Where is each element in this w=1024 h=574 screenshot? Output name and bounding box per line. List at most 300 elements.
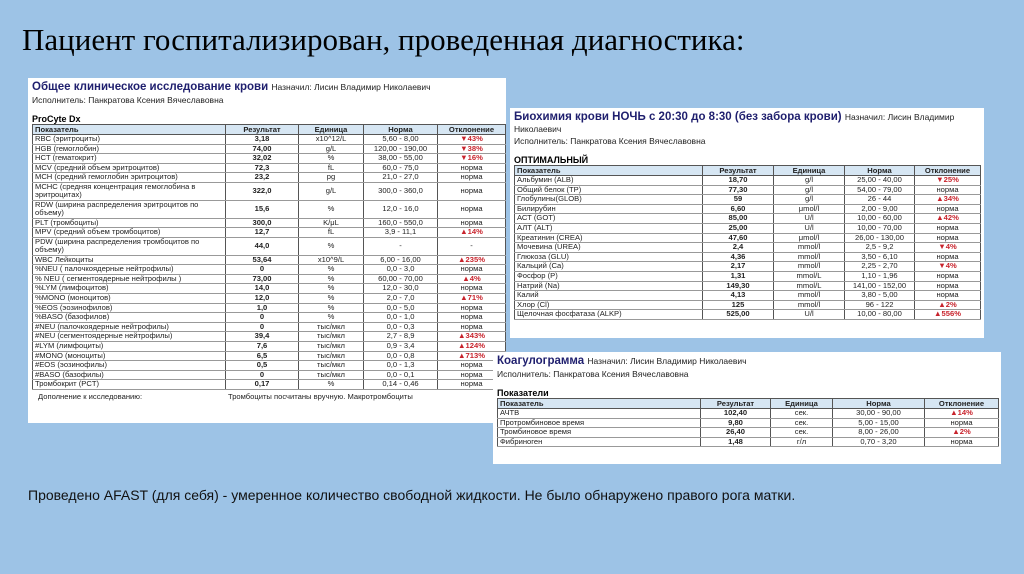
column-header-result: Результат	[703, 166, 774, 176]
cell-unit: fL	[299, 163, 364, 173]
cell-parameter: PLT (тромбоциты)	[33, 218, 226, 228]
cell-norm: 5,60 - 8,00	[364, 135, 438, 145]
cell-norm: 0,0 - 5,0	[364, 303, 438, 313]
cell-result: 0	[226, 265, 299, 275]
cell-deviation: норма	[915, 233, 981, 243]
cell-parameter: Тромбиновое время	[498, 428, 701, 438]
column-header-result: Результат	[226, 125, 299, 135]
table-row	[33, 370, 506, 380]
cell-unit: g/L	[299, 182, 364, 200]
table-row	[33, 303, 506, 313]
biochem-section: ОПТИМАЛЬНЫЙ	[514, 155, 589, 165]
cell-deviation: ▼43%	[438, 135, 506, 145]
table-row	[33, 200, 506, 218]
cell-norm: 2,7 - 8,9	[364, 332, 438, 342]
cell-result: 39,4	[226, 332, 299, 342]
cell-unit: g/l	[774, 176, 845, 186]
cell-result: 102,40	[701, 409, 771, 419]
table-row	[498, 409, 999, 419]
cell-norm: 0,0 - 0,8	[364, 351, 438, 361]
cell-unit: тыс/мкл	[299, 361, 364, 371]
table-row	[515, 291, 981, 301]
cell-unit: U/l	[774, 214, 845, 224]
cbc-heading	[32, 81, 502, 94]
table-row	[33, 135, 506, 145]
table-row	[515, 214, 981, 224]
cell-result: 0	[226, 370, 299, 380]
cell-result: 77,30	[703, 185, 774, 195]
cell-norm: 0,0 - 0,3	[364, 322, 438, 332]
cell-result: 1,0	[226, 303, 299, 313]
cell-parameter: MCH (средний гемоглобин эритроцитов)	[33, 173, 226, 183]
cell-unit: сек.	[771, 418, 833, 428]
cell-parameter: %MONO (моноцитов)	[33, 293, 226, 303]
cell-result: 149,30	[703, 281, 774, 291]
cell-parameter: MCHC (средняя концентрация гемоглобина в эритроцитах)	[33, 182, 226, 200]
table-row	[33, 163, 506, 173]
cell-parameter: Протромбиновое время	[498, 418, 701, 428]
cell-deviation: ▲42%	[915, 214, 981, 224]
cell-deviation: норма	[925, 418, 999, 428]
cell-norm: 2,5 - 9,2	[845, 243, 915, 253]
cell-result: 12,7	[226, 228, 299, 238]
cell-deviation: норма	[438, 284, 506, 294]
cell-norm: 10,00 - 80,00	[845, 310, 915, 320]
cell-unit: %	[299, 274, 364, 284]
cell-norm: -	[364, 237, 438, 255]
cell-parameter: #NEU (палочкоядерные нейтрофилы)	[33, 322, 226, 332]
biochem-title: Биохимия крови НОЧЬ с 20:30 до 8:30 (без забора крови)	[514, 111, 842, 123]
cell-result: 300,0	[226, 218, 299, 228]
cell-deviation: ▲4%	[438, 274, 506, 284]
cell-parameter: RDW (ширина распределения эритроцитов по объему)	[33, 200, 226, 218]
cell-result: 2,17	[703, 262, 774, 272]
table-row	[515, 243, 981, 253]
cell-unit: g/L	[299, 144, 364, 154]
cell-unit: %	[299, 380, 364, 390]
cell-norm: 0,14 - 0,46	[364, 380, 438, 390]
cell-parameter: %EOS (эозинофилов)	[33, 303, 226, 313]
cell-parameter: #EOS (эозинофилы)	[33, 361, 226, 371]
cell-unit: μmol/l	[774, 204, 845, 214]
cell-parameter: #MONO (моноциты)	[33, 351, 226, 361]
cell-deviation: норма	[438, 163, 506, 173]
cell-result: 18,70	[703, 176, 774, 186]
cell-deviation: норма	[915, 204, 981, 214]
cbc-header-row	[33, 125, 506, 135]
cell-norm: 12,0 - 30,0	[364, 284, 438, 294]
cell-result: 14,0	[226, 284, 299, 294]
cell-parameter: %NEU ( палочкоядерные нейтрофилы)	[33, 265, 226, 275]
cell-norm: 3,9 - 11,1	[364, 228, 438, 238]
cell-deviation: норма	[438, 370, 506, 380]
cell-parameter: Мочевина (UREA)	[515, 243, 703, 253]
cell-parameter: MPV (средний объем тромбоцитов)	[33, 228, 226, 238]
cell-deviation: ▲14%	[925, 409, 999, 419]
cell-norm: 25,00 - 40,00	[845, 176, 915, 186]
cell-deviation: ▲2%	[915, 300, 981, 310]
cell-unit: mmol/l	[774, 243, 845, 253]
cell-result: 6,5	[226, 351, 299, 361]
cell-deviation: норма	[438, 361, 506, 371]
coag-section: Показатели	[497, 388, 549, 398]
cell-result: 44,0	[226, 237, 299, 255]
cell-result: 0,17	[226, 380, 299, 390]
cell-unit: тыс/мкл	[299, 370, 364, 380]
cell-result: 2,4	[703, 243, 774, 253]
cell-deviation: ▼38%	[438, 144, 506, 154]
cbc-executor: Исполнитель: Панкратова Ксения Вячеславовна	[32, 95, 224, 105]
table-row	[33, 274, 506, 284]
cell-deviation: ▼16%	[438, 154, 506, 164]
table-row	[33, 237, 506, 255]
cell-deviation: норма	[915, 271, 981, 281]
cell-norm: 12,0 - 16,0	[364, 200, 438, 218]
cell-norm: 21,0 - 27,0	[364, 173, 438, 183]
cell-unit: mmol/l	[774, 252, 845, 262]
cell-norm: 1,10 - 1,96	[845, 271, 915, 281]
table-row	[33, 332, 506, 342]
column-header-unit: Единица	[299, 125, 364, 135]
cell-norm: 0,0 - 1,0	[364, 313, 438, 323]
cell-deviation: норма	[438, 173, 506, 183]
table-row	[515, 195, 981, 205]
cell-deviation: ▲235%	[438, 255, 506, 265]
slide-title: Пациент госпитализирован, проведенная диагностика:	[22, 22, 745, 57]
cell-unit: %	[299, 237, 364, 255]
table-row	[515, 300, 981, 310]
cell-result: 0	[226, 313, 299, 323]
cell-result: 0,5	[226, 361, 299, 371]
cell-parameter: HCT (гематокрит)	[33, 154, 226, 164]
table-row	[498, 437, 999, 447]
cell-deviation: норма	[438, 303, 506, 313]
cell-unit: fL	[299, 228, 364, 238]
table-row	[515, 185, 981, 195]
cell-result: 47,60	[703, 233, 774, 243]
cell-result: 9,80	[701, 418, 771, 428]
cell-deviation: ▲34%	[915, 195, 981, 205]
cell-result: 1,48	[701, 437, 771, 447]
column-header-deviation: Отклонение	[915, 166, 981, 176]
cell-norm: 160,0 - 550,0	[364, 218, 438, 228]
cell-result: 6,60	[703, 204, 774, 214]
cell-deviation: норма	[915, 291, 981, 301]
cell-norm: 141,00 - 152,00	[845, 281, 915, 291]
cell-norm: 0,0 - 3,0	[364, 265, 438, 275]
cell-norm: 300,0 - 360,0	[364, 182, 438, 200]
table-row	[33, 322, 506, 332]
table-row	[33, 380, 506, 390]
cell-parameter: Щелочная фосфатаза (ALKP)	[515, 310, 703, 320]
biochem-table	[514, 165, 981, 320]
cell-parameter: Фибриноген	[498, 437, 701, 447]
column-header-unit: Единица	[774, 166, 845, 176]
cell-norm: 120,00 - 190,00	[364, 144, 438, 154]
cell-result: 73,00	[226, 274, 299, 284]
cell-unit: тыс/мкл	[299, 341, 364, 351]
table-row	[33, 341, 506, 351]
cell-result: 53,64	[226, 255, 299, 265]
cell-result: 32,02	[226, 154, 299, 164]
cell-deviation: норма	[915, 252, 981, 262]
table-row	[33, 218, 506, 228]
cell-unit: g/l	[774, 195, 845, 205]
cell-norm: 8,00 - 26,00	[833, 428, 925, 438]
cell-unit: тыс/мкл	[299, 351, 364, 361]
cell-result: 7,6	[226, 341, 299, 351]
cell-result: 25,00	[703, 223, 774, 233]
cbc-report	[28, 78, 506, 423]
cell-result: 23,2	[226, 173, 299, 183]
cell-parameter: %LYM (лимфоцитов)	[33, 284, 226, 294]
cell-norm: 2,0 - 7,0	[364, 293, 438, 303]
cell-parameter: HGB (гемоглобин)	[33, 144, 226, 154]
cell-deviation: ▼25%	[915, 176, 981, 186]
coag-title: Коагулограмма	[497, 355, 585, 367]
cbc-footer	[32, 392, 502, 401]
cell-parameter: Тромбокрит (PCT)	[33, 380, 226, 390]
table-row	[515, 223, 981, 233]
cell-result: 3,18	[226, 135, 299, 145]
cbc-assigned: Назначил: Лисин Владимир Николаевич	[271, 82, 431, 92]
cell-parameter: Хлор (Cl)	[515, 300, 703, 310]
cell-deviation: норма	[438, 200, 506, 218]
cbc-title: Общее клиническое исследование крови	[32, 81, 269, 93]
cell-unit: тыс/мкл	[299, 332, 364, 342]
cell-deviation: норма	[438, 265, 506, 275]
table-row	[33, 313, 506, 323]
cell-parameter: #BASO (базофилы)	[33, 370, 226, 380]
cell-deviation: ▲556%	[915, 310, 981, 320]
cell-unit: %	[299, 265, 364, 275]
cell-norm: 10,00 - 60,00	[845, 214, 915, 224]
cell-parameter: АЛТ (ALT)	[515, 223, 703, 233]
cell-parameter: %BASO (базофилов)	[33, 313, 226, 323]
cell-norm: 26,00 - 130,00	[845, 233, 915, 243]
cell-deviation: норма	[915, 223, 981, 233]
column-header-deviation: Отклонение	[925, 399, 999, 409]
cell-norm: 2,25 - 2,70	[845, 262, 915, 272]
table-row	[515, 204, 981, 214]
cell-unit: mmol/L	[774, 271, 845, 281]
biochem-assigned: Назначил: Лисин Владимир Николаевич	[514, 112, 955, 134]
cell-result: 59	[703, 195, 774, 205]
cell-unit: μmol/l	[774, 233, 845, 243]
biochem-report	[510, 108, 984, 338]
cell-unit: %	[299, 200, 364, 218]
cell-unit: K/μL	[299, 218, 364, 228]
cell-result: 322,0	[226, 182, 299, 200]
cell-norm: 2,00 - 9,00	[845, 204, 915, 214]
cell-result: 74,00	[226, 144, 299, 154]
cell-parameter: АЧТВ	[498, 409, 701, 419]
cell-parameter: RBC (эритроциты)	[33, 135, 226, 145]
table-row	[515, 262, 981, 272]
column-header-deviation: Отклонение	[438, 125, 506, 135]
table-row	[33, 255, 506, 265]
table-row	[33, 265, 506, 275]
cell-unit: U/l	[774, 310, 845, 320]
cell-unit: U/l	[774, 223, 845, 233]
cell-deviation: норма	[438, 380, 506, 390]
cbc-footer-label: Дополнение к исследованию:	[38, 391, 143, 401]
cell-result: 4,36	[703, 252, 774, 262]
coag-heading	[497, 355, 997, 368]
cell-unit: %	[299, 154, 364, 164]
cell-norm: 6,00 - 16,00	[364, 255, 438, 265]
cell-deviation: ▼4%	[915, 262, 981, 272]
table-row	[498, 428, 999, 438]
table-row	[515, 271, 981, 281]
cell-parameter: Общий белок (TP)	[515, 185, 703, 195]
column-header-result: Результат	[701, 399, 771, 409]
cbc-section: ProCyte Dx	[32, 114, 81, 124]
column-header-norm: Норма	[364, 125, 438, 135]
table-row	[515, 310, 981, 320]
cell-deviation: ▲124%	[438, 341, 506, 351]
cell-unit: mmol/l	[774, 300, 845, 310]
biochem-heading	[514, 111, 980, 135]
cell-result: 72,3	[226, 163, 299, 173]
cell-parameter: Калий	[515, 291, 703, 301]
cell-norm: 0,9 - 3,4	[364, 341, 438, 351]
cell-norm: 3,50 - 6,10	[845, 252, 915, 262]
cell-parameter: АСТ (GOT)	[515, 214, 703, 224]
cell-norm: 10,00 - 70,00	[845, 223, 915, 233]
table-row	[515, 252, 981, 262]
table-row	[33, 228, 506, 238]
cell-norm: 30,00 - 90,00	[833, 409, 925, 419]
cell-parameter: #LYM (лимфоциты)	[33, 341, 226, 351]
cell-deviation: норма	[438, 182, 506, 200]
cell-unit: сек.	[771, 409, 833, 419]
cell-result: 1,31	[703, 271, 774, 281]
cell-norm: 5,00 - 15,00	[833, 418, 925, 428]
cell-norm: 60,00 - 70,00	[364, 274, 438, 284]
coag-executor: Исполнитель: Панкратова Ксения Вячеславовна	[497, 369, 689, 379]
table-row	[498, 418, 999, 428]
cell-parameter: Креатинин (CREA)	[515, 233, 703, 243]
table-row	[515, 233, 981, 243]
cell-norm: 38,00 - 55,00	[364, 154, 438, 164]
table-row	[33, 293, 506, 303]
cell-unit: %	[299, 313, 364, 323]
coag-table	[497, 398, 999, 447]
cell-unit: x10^12/L	[299, 135, 364, 145]
cell-result: 125	[703, 300, 774, 310]
cell-parameter: Кальций (Ca)	[515, 262, 703, 272]
cell-deviation: ▲2%	[925, 428, 999, 438]
cell-deviation: норма	[925, 437, 999, 447]
cell-deviation: ▲71%	[438, 293, 506, 303]
table-row	[33, 144, 506, 154]
table-row	[515, 176, 981, 186]
cell-unit: mmol/L	[774, 281, 845, 291]
table-row	[33, 284, 506, 294]
cell-deviation: норма	[438, 322, 506, 332]
biochem-executor: Исполнитель: Панкратова Ксения Вячеславовна	[514, 136, 706, 146]
table-row	[33, 351, 506, 361]
column-header-parameter: Показатель	[498, 399, 701, 409]
cell-norm: 0,0 - 1,3	[364, 361, 438, 371]
coag-report	[493, 352, 1001, 464]
cell-parameter: Глобулины(GLOB)	[515, 195, 703, 205]
cell-result: 0	[226, 322, 299, 332]
cell-norm: 0,0 - 0,1	[364, 370, 438, 380]
cell-norm: 54,00 - 79,00	[845, 185, 915, 195]
cell-parameter: Натрий (Na)	[515, 281, 703, 291]
cell-result: 15,6	[226, 200, 299, 218]
column-header-norm: Норма	[845, 166, 915, 176]
coag-assigned: Назначил: Лисин Владимир Николаевич	[587, 356, 747, 366]
cell-parameter: PDW (ширина распределения тромбоцитов по объему)	[33, 237, 226, 255]
coag-header-row	[498, 399, 999, 409]
cell-unit: %	[299, 293, 364, 303]
table-row	[33, 154, 506, 164]
column-header-norm: Норма	[833, 399, 925, 409]
cell-norm: 96 - 122	[845, 300, 915, 310]
cell-unit: mmol/l	[774, 291, 845, 301]
cell-unit: сек.	[771, 428, 833, 438]
cell-parameter: Глюкоза (GLU)	[515, 252, 703, 262]
cell-unit: %	[299, 284, 364, 294]
slide-note: Проведено AFAST (для себя) - умеренное количество свободной жидкости. Не было обнаружено правого рога матки.	[28, 487, 796, 503]
cell-parameter: #NEU (сегментоядерные нейтрофилы)	[33, 332, 226, 342]
cbc-footer-value: Тромбоциты посчитаны вручную. Макротромбоциты	[228, 391, 413, 401]
column-header-parameter: Показатель	[515, 166, 703, 176]
column-header-unit: Единица	[771, 399, 833, 409]
cell-result: 26,40	[701, 428, 771, 438]
cell-parameter: WBC Лейкоциты	[33, 255, 226, 265]
cell-result: 85,00	[703, 214, 774, 224]
column-header-parameter: Показатель	[33, 125, 226, 135]
cell-norm: 3,80 - 5,00	[845, 291, 915, 301]
cell-unit: g/l	[774, 185, 845, 195]
table-row	[515, 281, 981, 291]
table-row	[33, 182, 506, 200]
cell-unit: pg	[299, 173, 364, 183]
cell-norm: 26 - 44	[845, 195, 915, 205]
cell-deviation: норма	[438, 218, 506, 228]
cell-deviation: ▲343%	[438, 332, 506, 342]
cell-parameter: Альбумин (ALB)	[515, 176, 703, 186]
cell-unit: г/л	[771, 437, 833, 447]
cell-norm: 60,0 - 75,0	[364, 163, 438, 173]
cell-result: 12,0	[226, 293, 299, 303]
cell-parameter: Билирубин	[515, 204, 703, 214]
cbc-table	[32, 124, 506, 390]
cell-result: 525,00	[703, 310, 774, 320]
cell-unit: x10^9/L	[299, 255, 364, 265]
cell-deviation: ▼4%	[915, 243, 981, 253]
cell-deviation: норма	[438, 313, 506, 323]
cell-deviation: ▲14%	[438, 228, 506, 238]
cell-deviation: ▲713%	[438, 351, 506, 361]
cell-norm: 0,70 - 3,20	[833, 437, 925, 447]
cell-deviation: -	[438, 237, 506, 255]
cell-parameter: MCV (средний объем эритроцитов)	[33, 163, 226, 173]
cell-result: 4,13	[703, 291, 774, 301]
cell-deviation: норма	[915, 281, 981, 291]
biochem-header-row	[515, 166, 981, 176]
cell-parameter: % NEU ( сегментоядерные нейтрофилы )	[33, 274, 226, 284]
cell-deviation: норма	[915, 185, 981, 195]
cell-parameter: Фосфор (P)	[515, 271, 703, 281]
cell-unit: %	[299, 303, 364, 313]
cell-unit: mmol/l	[774, 262, 845, 272]
cell-unit: тыс/мкл	[299, 322, 364, 332]
